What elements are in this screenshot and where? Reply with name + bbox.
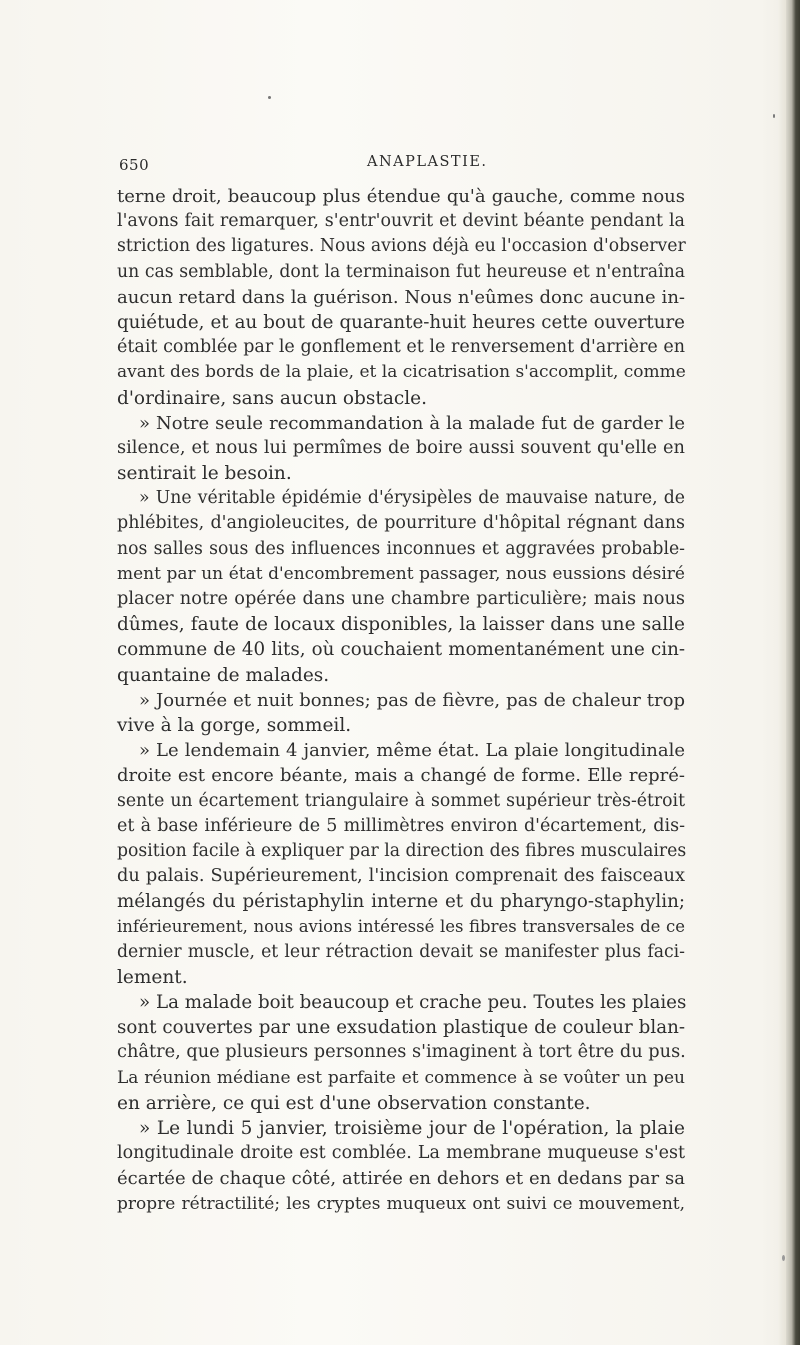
text-line: » Le lundi 5 janvier, troisième jour de l'opération, la plaie: [139, 1117, 685, 1139]
text-line: terne droit, beaucoup plus étendue qu'à gauche, comme nous: [117, 186, 685, 207]
text-line: longitudinale droite est comblée. La membrane muqueuse s'est: [117, 1143, 685, 1164]
text-line: quiétude, et au bout de quarante-huit heures cette ouverture: [117, 311, 685, 333]
text-line: La réunion médiane est parfaite et commence à se voûter un peu: [117, 1067, 685, 1088]
paper-speck: [268, 96, 271, 99]
text-line: quantaine de malades.: [117, 664, 330, 686]
text-line: un cas semblable, dont la terminaison fut heureuse et n'entraîna: [117, 261, 685, 282]
text-line: propre rétractilité; les cryptes muqueux ont suivi ce mouvement,: [117, 1193, 685, 1214]
text-line: placer notre opérée dans une chambre particulière; mais nous: [117, 589, 685, 609]
text-line: » Une véritable épidémie d'érysipèles de mauvaise nature, de: [139, 488, 685, 509]
paper-speck: [782, 1255, 785, 1261]
text-line: lement.: [117, 966, 188, 988]
text-line: phlébites, d'angioleucites, de pourriture d'hôpital régnant dans: [117, 513, 685, 534]
text-line: vive à la gorge, sommeil.: [117, 714, 352, 736]
text-line: dernier muscle, et leur rétraction devait se manifester plus faci-: [117, 941, 685, 962]
text-line: châtre, que plusieurs personnes s'imaginent à tort être du pus.: [117, 1042, 686, 1063]
text-line: dûmes, faute de locaux disponibles, la laisser dans une salle: [117, 614, 685, 636]
text-line: » Journée et nuit bonnes; pas de fièvre, pas de chaleur trop: [139, 689, 685, 711]
text-line: » Notre seule recommandation à la malade fut de garder le: [139, 412, 685, 434]
page-number: 650: [119, 156, 150, 174]
paper-speck: [773, 114, 775, 118]
text-line: silence, et nous lui permîmes de boire aussi souvent qu'elle en: [117, 437, 685, 458]
body-text: [117, 184, 685, 1217]
text-line: position facile à expliquer par la direction des fibres musculaires: [117, 840, 687, 861]
text-line: avant des bords de la plaie, et la cicatrisation s'accomplit, comme: [117, 362, 686, 383]
text-line: était comblée par le gonflement et le renversement d'arrière en: [117, 337, 685, 358]
text-line: mélangés du péristaphylin interne et du pharyngo-staphylin;: [117, 891, 685, 913]
text-line: d'ordinaire, sans aucun obstacle.: [117, 387, 427, 409]
text-line: inférieurement, nous avions intéressé les fibres transversales de ce: [117, 917, 685, 937]
text-line: et à base inférieure de 5 millimètres environ d'écartement, dis-: [117, 815, 685, 836]
text-line: sont couvertes par une exsudation plastique de couleur blan-: [117, 1017, 685, 1039]
text-line: sente un écartement triangulaire à sommet supérieur très-étroit: [117, 790, 685, 811]
text-line: droite est encore béante, mais a changé de forme. Elle repré-: [117, 765, 685, 787]
page-binding-edge: [786, 0, 800, 1345]
running-head: ANAPLASTIE.: [367, 154, 488, 170]
text-line: commune de 40 lits, où couchaient momentanément une cin-: [117, 639, 685, 661]
text-line: du palais. Supérieurement, l'incision comprenait des faisceaux: [117, 866, 685, 887]
page-header: [119, 152, 679, 176]
text-line: ment par un état d'encombrement passager, nous eussions désiré: [117, 563, 685, 584]
text-line: striction des ligatures. Nous avions déjà eu l'occasion d'observer: [117, 236, 686, 257]
text-line: » La malade boit beaucoup et crache peu. Toutes les plaies: [139, 992, 687, 1013]
text-line: écartée de chaque côté, attirée en dehors et en dedans par sa: [117, 1168, 685, 1190]
text-line: » Le lendemain 4 janvier, même état. La plaie longitudinale: [139, 740, 685, 762]
text-line: en arrière, ce qui est d'une observation constante.: [117, 1092, 591, 1114]
text-line: nos salles sous des influences inconnues et aggravées probable-: [117, 538, 685, 559]
text-line: sentirait le besoin.: [117, 463, 292, 485]
text-line: aucun retard dans la guérison. Nous n'eûmes donc aucune in-: [117, 286, 685, 308]
text-line: l'avons fait remarquer, s'entr'ouvrit et devint béante pendant la: [117, 211, 685, 232]
page-edge-shading: [778, 0, 786, 1345]
